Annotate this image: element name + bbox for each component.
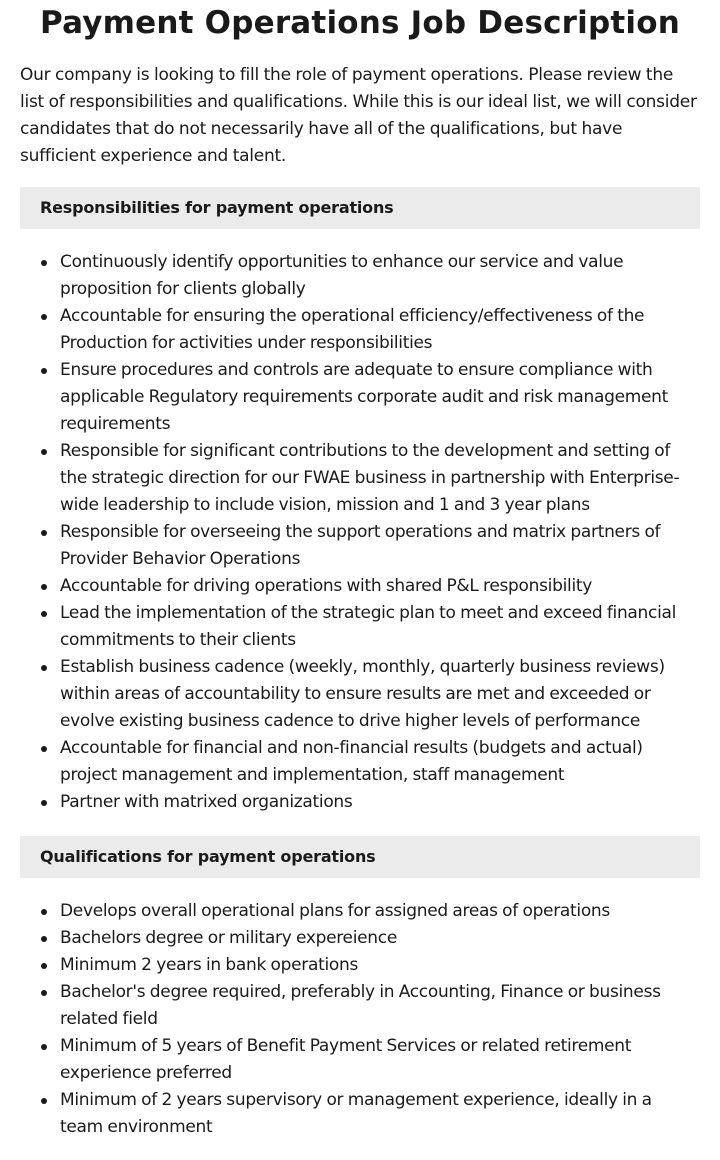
list-item	[20, 735, 700, 789]
bullet-icon	[41, 665, 47, 671]
list-item-text: Responsible for overseeing the support operations and matrix partners of Provider Behavior Operations	[60, 522, 661, 569]
list-item	[20, 1087, 700, 1141]
list-item	[20, 600, 700, 654]
list-item-text: Develops overall operational plans for assigned areas of operations	[60, 901, 610, 921]
bullet-icon	[41, 909, 47, 915]
list-item	[20, 438, 700, 519]
bullet-icon	[41, 611, 47, 617]
list-item	[20, 573, 700, 600]
list-item	[20, 303, 700, 357]
list-item-text: Partner with matrixed organizations	[60, 792, 353, 812]
bullet-icon	[41, 314, 47, 320]
list-item-text: Minimum of 2 years supervisory or management experience, ideally in a team environment	[60, 1090, 652, 1137]
bullet-icon	[41, 800, 47, 806]
list-item	[20, 979, 700, 1033]
list-item-text: Accountable for ensuring the operational efficiency/effectiveness of the Production for activities under responsibilities	[60, 306, 645, 353]
list-item	[20, 654, 700, 735]
list-item	[20, 249, 700, 303]
list-item	[20, 898, 700, 925]
bullet-icon	[41, 1098, 47, 1104]
list-item	[20, 789, 700, 816]
list-item-text: Responsible for significant contributions to the development and setting of the strategic direction for our FWAE business in partnership with Enterprise-wide leadership to include vision, mission and 1 and 3 year plans	[60, 441, 680, 515]
bullet-icon	[41, 1044, 47, 1050]
list-item	[20, 925, 700, 952]
list-item	[20, 1033, 700, 1087]
list-item-text: Accountable for driving operations with shared P&L responsibility	[60, 576, 592, 596]
list-item-text: Accountable for financial and non-financial results (budgets and actual) project management and implementation, staff management	[60, 738, 643, 785]
intro-paragraph: Our company is looking to fill the role of payment operations. Please review the list of responsibilities and qualifications. While this is our ideal list, we will consider candidates that do not necessarily have all of the qualifications, but have sufficient experience and talent.	[20, 65, 697, 166]
list-item-text: Ensure procedures and controls are adequate to ensure compliance with applicable Regulatory requirements corporate audit and risk management requirements	[60, 360, 669, 434]
responsibilities-list	[20, 249, 700, 816]
page-title: Payment Operations Job Description	[39, 5, 680, 41]
list-item-text: Bachelor's degree required, preferably in Accounting, Finance or business related field	[60, 982, 661, 1029]
bullet-icon	[41, 260, 47, 266]
list-item-text: Lead the implementation of the strategic plan to meet and exceed financial commitments to their clients	[60, 603, 677, 650]
bullet-icon	[41, 746, 47, 752]
bullet-icon	[41, 936, 47, 942]
list-item	[20, 519, 700, 573]
bullet-icon	[41, 963, 47, 969]
list-item-text: Minimum 2 years in bank operations	[60, 955, 359, 975]
qualifications-list	[20, 898, 700, 1141]
bullet-icon	[41, 530, 47, 536]
bullet-icon	[41, 368, 47, 374]
list-item-text: Minimum of 5 years of Benefit Payment Services or related retirement experience preferred	[60, 1036, 632, 1083]
list-item-text: Establish business cadence (weekly, monthly, quarterly business reviews) within areas of accountability to ensure results are met and exceeded or evolve existing business cadence to drive higher levels of performance	[60, 657, 665, 731]
list-item-text: Continuously identify opportunities to enhance our service and value proposition for clients globally	[60, 252, 624, 299]
list-item-text: Bachelors degree or military expereience	[60, 928, 397, 948]
list-item	[20, 952, 700, 979]
bullet-icon	[41, 449, 47, 455]
responsibilities-heading: Responsibilities for payment operations	[20, 187, 700, 229]
bullet-icon	[41, 584, 47, 590]
list-item	[20, 357, 700, 438]
qualifications-heading: Qualifications for payment operations	[20, 836, 700, 878]
bullet-icon	[41, 990, 47, 996]
